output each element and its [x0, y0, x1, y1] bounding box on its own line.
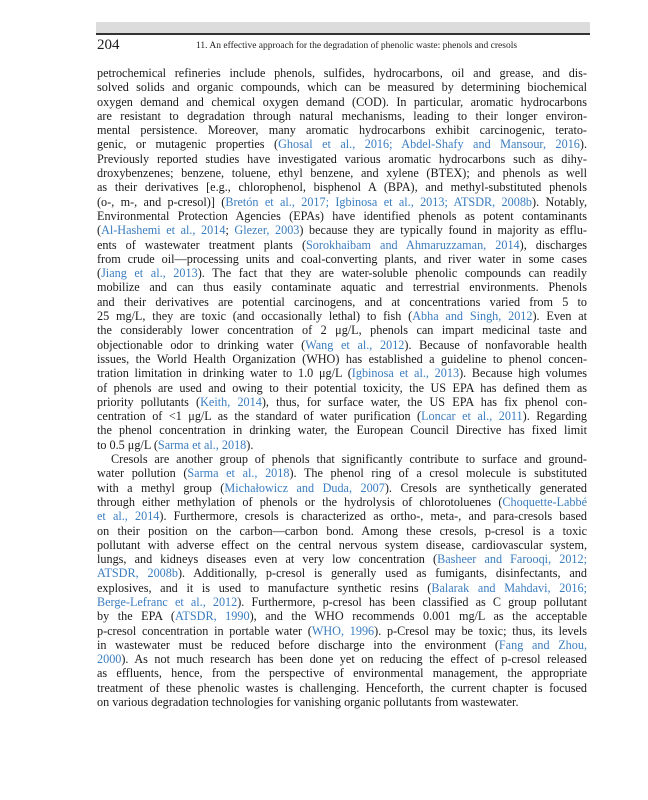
citation-link[interactable]: Abha and Singh, 2012 — [412, 309, 533, 324]
citation-link[interactable]: et al., 2014 — [97, 509, 160, 524]
citation-link[interactable]: Berge-Lefranc et al., 2012 — [97, 594, 238, 609]
text-run: ). Furthermore, cresols is characterized as ortho-, meta-, and para-cresols based — [159, 509, 587, 524]
text-run: ). — [246, 437, 254, 452]
text-run: solved solids and organic compounds, which can be measured by determining biochemical — [97, 80, 587, 95]
text-line — [97, 109, 587, 123]
text-run: as effluents, hence, from the perspective of environmental management, the appropriate — [97, 666, 587, 681]
text-line — [97, 466, 587, 480]
citation-link[interactable]: ATSDR, 1990 — [174, 609, 250, 624]
citation-link[interactable]: Glezer, 2003 — [234, 223, 300, 238]
text-line — [97, 481, 587, 495]
text-run: ), thus, for surface water, the US EPA has fix phenol con- — [261, 394, 588, 409]
text-run: ), discharges — [519, 237, 588, 252]
text-run: priority pollutants ( — [97, 394, 201, 409]
text-run: p-cresol concentration in portable water ( — [97, 623, 312, 638]
citation-link[interactable]: Al-Hashemi et al., 2014 — [101, 223, 226, 238]
text-run: water pollution ( — [97, 466, 188, 481]
text-run: on their position on the carbon—carbon bond. Among these cresols, p-cresol is a toxic — [97, 523, 587, 538]
text-run: ). Additionally, p-cresol is generally used as fumigants, disinfectants, and — [177, 566, 587, 581]
text-line — [97, 624, 587, 638]
text-line — [97, 252, 587, 266]
body-text — [97, 66, 587, 709]
text-run: ). The phenol ring of a cresol molecule is substituted — [289, 466, 587, 481]
text-line — [97, 137, 587, 151]
text-run: through either methylation of phenols or the hydrolysis of chlorotoluenes ( — [97, 494, 503, 509]
text-run: ). p-Cresol may be toxic; thus, its levels — [374, 623, 588, 638]
text-line — [97, 152, 587, 166]
text-line — [97, 80, 587, 94]
text-run: ). Furthermore, p-cresol has been classified as C group pollutant — [237, 594, 587, 609]
text-line — [97, 295, 587, 309]
text-run: issues, the World Health Organization (WHO) has established a guideline to phenol concen- — [97, 351, 587, 366]
text-run: explosives, and it is used to manufacture synthetic resins ( — [97, 580, 432, 595]
citation-link[interactable]: Fang and Zhou, — [498, 637, 587, 652]
text-run: ). Even at — [532, 309, 587, 324]
text-line — [97, 566, 587, 580]
paragraph — [97, 452, 587, 709]
text-line — [97, 595, 587, 609]
citation-link[interactable]: Michałowicz and Duda, 2007 — [224, 480, 385, 495]
text-line — [97, 638, 587, 652]
text-run: genic, or mutagenic properties ( — [97, 137, 279, 152]
text-run: ). — [579, 137, 587, 152]
citation-link[interactable]: Choquette-Labbé — [502, 494, 587, 509]
text-run: oxygen demand and chemical oxygen demand (COD). In particular, aromatic hydrocarbons — [97, 94, 587, 109]
text-run: ). As not much research has been done yet on reducing the effect of p-cresol released — [121, 652, 587, 667]
text-run: are resistant to degradation through natural mechanisms, leading to their longer environ- — [97, 108, 587, 123]
citation-link[interactable]: Keith, 2014 — [200, 394, 262, 409]
text-line — [97, 409, 587, 423]
text-run: with a methyl group ( — [97, 480, 225, 495]
text-run: and their derivatives are potential carcinogens, and at concentrations varied from 5 to — [97, 294, 587, 309]
citation-link[interactable]: Bretón et al., 2017; Igbinosa et al., 2013; ATSDR, 2008b — [225, 194, 533, 209]
text-line — [97, 452, 587, 466]
text-run: of phenols are used and owing to their potential toxicity, the US EPA has defined them as — [97, 380, 587, 395]
text-line — [97, 323, 587, 337]
text-line — [97, 538, 587, 552]
citation-link[interactable]: Jiang et al., 2013 — [101, 266, 198, 281]
text-run: ), and the WHO recommends 0.001 mg/L as the acceptable — [249, 609, 587, 624]
text-run: 25 mg/L, they are toxic (and occasionally lethal) to fish ( — [97, 309, 413, 324]
text-run: pollutant with adverse effect on the central nervous system disease, cardiovascular system, — [97, 537, 587, 552]
text-run: ). Regarding — [522, 409, 588, 424]
text-run: the considerably lower concentration of 2 μg/L, phenols can impart medicinal taste and — [97, 323, 587, 338]
citation-link[interactable]: ATSDR, 2008b — [97, 566, 178, 581]
text-line — [97, 395, 587, 409]
text-run: ). Notably, — [532, 194, 587, 209]
text-line — [97, 95, 587, 109]
text-run: ents of wastewater treatment plants ( — [97, 237, 307, 252]
text-run: mobilize and can thus easily contaminate aquatic and terrestrial environments. Phenols — [97, 280, 587, 295]
text-run: mental persistence. Moreover, many aromatic hydrocarbons exhibit carcinogenic, terato- — [97, 123, 587, 138]
text-line — [97, 209, 587, 223]
paragraph — [97, 66, 587, 452]
header-band — [96, 22, 590, 35]
text-run: ( — [97, 223, 102, 238]
text-run: as their derivatives [e.g., chlorophenol, bisphenol A (BPA), and methyl-substituted phenols — [97, 180, 587, 195]
text-run: droxybenzenes; benzene, toluene, ethyl benzene, and xylene (BTEX); and phenols as well — [97, 166, 587, 181]
running-title: 11. An effective approach for the degradation of phenolic waste: phenols and cresols — [196, 41, 518, 51]
text-run: tration limitation in drinking water to 1.0 μg/L ( — [97, 366, 352, 381]
text-run: to 0.5 μg/L ( — [97, 437, 158, 452]
text-run: Environmental Protection Agencies (EPAs) have identified phenols as potent contaminants — [97, 208, 587, 223]
text-line — [97, 695, 587, 709]
text-run: objectionable odor to drinking water ( — [97, 337, 306, 352]
text-run: ; — [225, 223, 235, 238]
text-line — [97, 609, 587, 623]
text-line — [97, 280, 587, 294]
text-run: ( — [97, 266, 102, 281]
text-run: lungs, and kidneys diseases even at very low concentration ( — [97, 552, 438, 567]
text-line — [97, 266, 587, 280]
citation-link[interactable]: Balarak and Mahdavi, 2016; — [431, 580, 588, 595]
text-line — [97, 123, 587, 137]
citation-link[interactable]: Wang et al., 2012 — [305, 337, 405, 352]
text-run: ). The fact that they are water-soluble phenolic compounds can readily — [197, 266, 587, 281]
citation-link[interactable]: Sarma et al., 2018 — [187, 466, 290, 481]
text-line — [97, 66, 587, 80]
text-line — [97, 524, 587, 538]
text-run: (o-, m-, and p-cresol)] ( — [97, 194, 226, 209]
text-run: Cresols are another group of phenols that significantly contribute to surface and ground- — [111, 452, 587, 467]
citation-link[interactable]: Ghosal et al., 2016; Abdel-Shafy and Mansour, 2016 — [278, 137, 580, 152]
text-run: ) because they are typically found in majority as efflu- — [299, 223, 587, 238]
text-run: ). Cresols are synthetically generated — [384, 480, 588, 495]
citation-link[interactable]: Igbinosa et al., 2013 — [351, 366, 460, 381]
text-line — [97, 681, 587, 695]
text-run: the phenol concentration in drinking water, the European Council Directive has fixed limit — [97, 423, 587, 438]
text-line — [97, 338, 587, 352]
text-line — [97, 438, 587, 452]
text-line — [97, 495, 587, 509]
text-line — [97, 423, 587, 437]
text-line — [97, 195, 587, 209]
citation-link[interactable]: Sorokhaibam and Ahmaruzzaman, 2014 — [306, 237, 520, 252]
citation-link[interactable]: Loncar et al., 2011 — [421, 409, 523, 424]
citation-link[interactable]: Basheer and Farooqi, 2012; — [437, 552, 587, 567]
text-run: from crude oil—processing units and coal-converting plants, and river water in some cases — [97, 251, 587, 266]
text-line — [97, 552, 587, 566]
text-line — [97, 309, 587, 323]
text-run: petrochemical refineries include phenols, sulfides, hydrocarbons, oil and grease, and dis- — [97, 66, 587, 80]
text-line — [97, 366, 587, 380]
text-line — [97, 666, 587, 680]
text-line — [97, 352, 587, 366]
citation-link[interactable]: WHO, 1996 — [311, 623, 375, 638]
text-run: ). Because of nonfavorable health — [404, 337, 587, 352]
text-run: treatment of these phenolic wastes is challenging. Henceforth, the current chapter is focused — [97, 680, 587, 695]
text-run: by the EPA ( — [97, 609, 175, 624]
text-line — [97, 223, 587, 237]
text-line — [97, 180, 587, 194]
page-number: 204 — [97, 37, 120, 53]
text-run: on various degradation technologies for vanishing organic pollutants from wastewater. — [97, 695, 519, 710]
text-run: centration of <1 μg/L as the standard of water purification ( — [97, 409, 422, 424]
citation-link[interactable]: Sarma et al., 2018 — [157, 437, 247, 452]
text-line — [97, 238, 587, 252]
text-line — [97, 166, 587, 180]
text-run: in wastewater must be reduced before discharge into the environment ( — [97, 637, 499, 652]
citation-link[interactable]: 2000 — [97, 652, 122, 667]
text-line — [97, 581, 587, 595]
text-line — [97, 509, 587, 523]
text-run: Previously reported studies have investigated various aromatic hydrocarbons such as dihy- — [97, 151, 587, 166]
text-run: ). Because high volumes — [459, 366, 587, 381]
text-line — [97, 652, 587, 666]
text-line — [97, 381, 587, 395]
